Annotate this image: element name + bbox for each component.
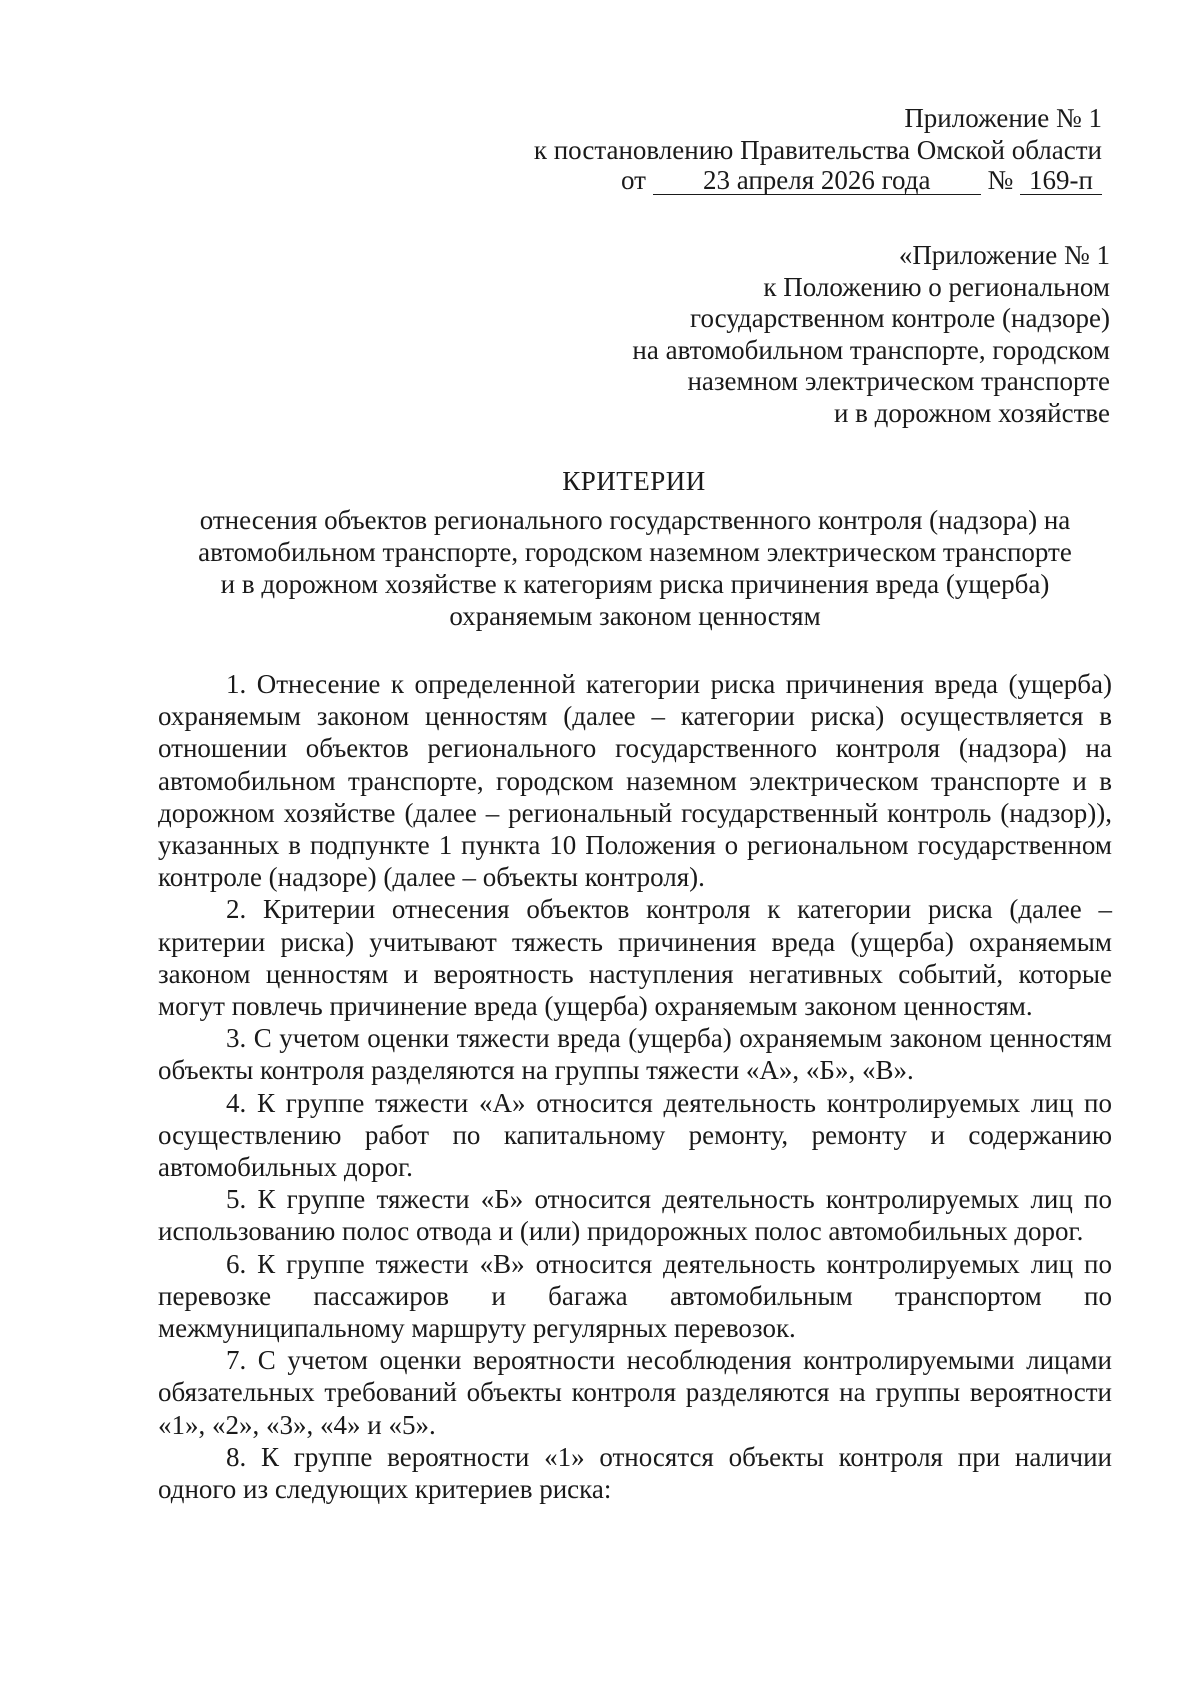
document-body (158, 668, 1112, 1505)
paragraph-2: 2. Критерии отнесения объектов контроля к категории риска (далее – критерии риска) учитывают тяжесть причинения вреда (ущерба) охраняемым законом ценностям и вероятность наступления негативных событий, которые могут повлечь причинение вреда (ущерба) охраняемым законом ценностям. (158, 894, 1112, 1022)
number-prefix: № (987, 165, 1014, 195)
appendix-line: к Положению о региональном (763, 271, 1110, 302)
decree-reference: к постановлению Правительства Омской области (533, 135, 1102, 165)
document-title: КРИТЕРИИ (562, 466, 706, 496)
appendix-line: на автомобильном транспорте, городском (632, 334, 1110, 365)
appendix-line: «Приложение № 1 (898, 240, 1110, 270)
paragraph-3: 3. С учетом оценки тяжести вреда (ущерба) охраняемым законом ценностям объекты контроля разделяются на группы тяжести «А», «Б», «В». (158, 1023, 1112, 1086)
appendix-block (550, 240, 1110, 429)
appendix-line: и в дорожном хозяйстве (833, 397, 1110, 428)
decree-date: 23 апреля 2026 года (653, 166, 981, 195)
decree-number: 169-п (1020, 166, 1102, 195)
paragraph-1: 1. Отнесение к определенной категории риска причинения вреда (ущерба) охраняемым законом ценностям (далее – категории риска) осуществляется в отношении объектов регионального государственного контроля (надзора) на автомобильном транспорте, городском наземном электрическом транспорте и в дорожном хозяйстве (далее – региональный государственный контроль (надзор)), указанных в подпункте 1 пункта 10 Положения о региональном государственном контроле (надзоре) (далее – объекты контроля). (158, 669, 1112, 893)
appendix-line: наземном электрическом транспорте (687, 366, 1110, 396)
appendix-line: государственном контроле (надзоре) (690, 303, 1110, 333)
paragraph-6: 6. К группе тяжести «В» относится деятельность контролируемых лиц по перевозке пассажиров и багажа автомобильным транспортом по межмуниципальному маршруту регулярных перевозок. (158, 1248, 1112, 1344)
date-prefix: от (621, 165, 646, 195)
subtitle-line: отнесения объектов регионального государственного контроля (надзора) на (199, 505, 1071, 535)
document-subtitle (150, 504, 1120, 632)
paragraph-7: 7. С учетом оценки вероятности несоблюдения контролируемыми лицами обязательных требований объекты контроля разделяются на группы вероятности «1», «2», «3», «4» и «5». (158, 1345, 1112, 1440)
subtitle-line: охраняемым законом ценностям (449, 601, 821, 631)
paragraph-8: 8. К группе вероятности «1» относятся объекты контроля при наличии одного из следующих критериев риска: (158, 1441, 1112, 1505)
appendix-label: Приложение № 1 (904, 103, 1102, 133)
paragraph-5: 5. К группе тяжести «Б» относится деятельность контролируемых лиц по использованию полос отвода и (или) придорожных полос автомобильных дорог. (158, 1184, 1112, 1247)
paragraph-4: 4. К группе тяжести «А» относится деятельность контролируемых лиц по осуществлению работ по капитальному ремонту, ремонту и содержанию автомобильных дорог. (158, 1087, 1112, 1183)
subtitle-line: и в дорожном хозяйстве к категориям риска причинения вреда (ущерба) (220, 569, 1050, 599)
subtitle-line: автомобильном транспорте, городском наземном электрическом транспорте (198, 537, 1072, 567)
decree-date-number-line (621, 163, 1102, 198)
